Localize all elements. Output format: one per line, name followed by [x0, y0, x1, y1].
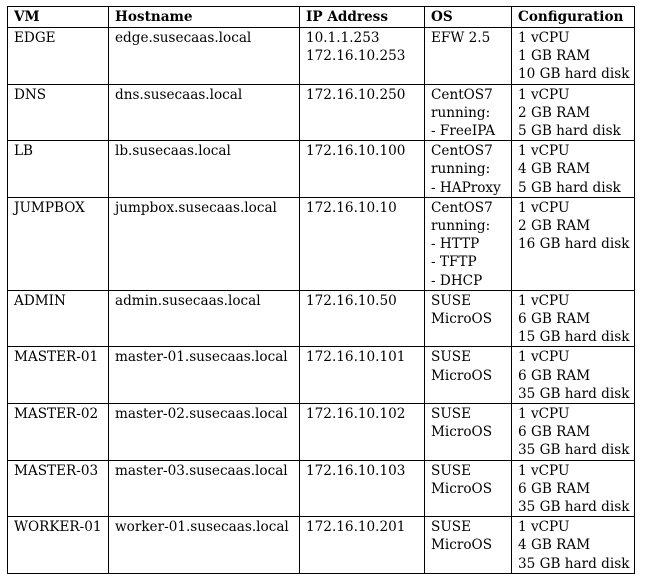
cell-configuration	[512, 347, 635, 404]
header-os: OS	[425, 7, 512, 28]
cell-vm: MASTER-02	[8, 404, 109, 461]
cell-configuration	[512, 404, 635, 461]
cell-ip-address	[300, 84, 425, 141]
ip-address-line: 172.16.10.10	[306, 199, 397, 216]
configuration-line: 1 vCPU	[518, 519, 570, 536]
cell-hostname: master-01.susecaas.local	[109, 347, 300, 404]
os-line: MicroOS	[431, 537, 493, 554]
configuration-line: 35 GB hard disk	[518, 499, 630, 516]
cell-os	[425, 84, 512, 141]
os-line: CentOS7	[431, 86, 493, 103]
configuration-line: 6 GB RAM	[518, 311, 591, 328]
table-body	[8, 28, 635, 574]
vm-configuration-table	[7, 6, 635, 574]
os-line: SUSE	[431, 519, 472, 536]
cell-ip-address	[300, 141, 425, 198]
configuration-line: 1 vCPU	[518, 349, 570, 366]
configuration-line: 5 GB hard disk	[518, 123, 621, 140]
os-line: - HAProxy	[431, 179, 501, 196]
cell-os	[425, 141, 512, 198]
cell-hostname: edge.susecaas.local	[109, 28, 300, 85]
cell-vm: WORKER-01	[8, 517, 109, 574]
os-line: SUSE	[431, 292, 472, 309]
configuration-line: 1 vCPU	[518, 143, 570, 160]
cell-vm: JUMPBOX	[8, 197, 109, 290]
cell-os	[425, 460, 512, 517]
os-line: MicroOS	[431, 424, 493, 441]
cell-os	[425, 517, 512, 574]
header-hostname: Hostname	[109, 7, 300, 28]
configuration-line: 6 GB RAM	[518, 424, 591, 441]
configuration-line: 35 GB hard disk	[518, 442, 630, 459]
cell-ip-address	[300, 197, 425, 290]
os-line: CentOS7	[431, 143, 493, 160]
cell-hostname: jumpbox.susecaas.local	[109, 197, 300, 290]
configuration-line: 35 GB hard disk	[518, 555, 630, 572]
configuration-line: 2 GB RAM	[518, 104, 591, 121]
table-header-row	[8, 7, 635, 28]
table-row	[8, 404, 635, 461]
cell-ip-address	[300, 404, 425, 461]
cell-ip-address	[300, 28, 425, 85]
cell-os	[425, 197, 512, 290]
cell-vm: MASTER-03	[8, 460, 109, 517]
cell-os	[425, 290, 512, 347]
os-line: SUSE	[431, 406, 472, 423]
configuration-line: 16 GB hard disk	[518, 236, 630, 253]
cell-configuration	[512, 141, 635, 198]
cell-ip-address	[300, 290, 425, 347]
table-row	[8, 197, 635, 290]
table-row	[8, 28, 635, 85]
ip-address-line: 172.16.10.250	[306, 86, 406, 103]
ip-address-line: 172.16.10.103	[306, 462, 406, 479]
configuration-line: 1 vCPU	[518, 199, 570, 216]
table-row	[8, 84, 635, 141]
table-row	[8, 290, 635, 347]
ip-address-line: 172.16.10.101	[306, 349, 406, 366]
cell-hostname: admin.susecaas.local	[109, 290, 300, 347]
ip-address-line: 172.16.10.201	[306, 519, 406, 536]
cell-hostname: dns.susecaas.local	[109, 84, 300, 141]
os-line: SUSE	[431, 349, 472, 366]
configuration-line: 6 GB RAM	[518, 480, 591, 497]
cell-hostname: master-03.susecaas.local	[109, 460, 300, 517]
cell-os	[425, 28, 512, 85]
configuration-line: 35 GB hard disk	[518, 385, 630, 402]
ip-address-line: 172.16.10.253	[306, 48, 406, 65]
cell-vm: MASTER-01	[8, 347, 109, 404]
configuration-line: 6 GB RAM	[518, 367, 591, 384]
ip-address-line: 10.1.1.253	[306, 30, 380, 46]
configuration-line: 10 GB hard disk	[518, 66, 630, 83]
table-row	[8, 517, 635, 574]
header-ip-address: IP Address	[300, 7, 425, 28]
configuration-line: 1 vCPU	[518, 30, 570, 46]
os-line: running:	[431, 218, 491, 235]
cell-vm: LB	[8, 141, 109, 198]
os-line: - FreeIPA	[431, 123, 496, 140]
cell-os	[425, 404, 512, 461]
configuration-line: 1 vCPU	[518, 86, 570, 103]
header-configuration: Configuration	[512, 7, 635, 28]
cell-hostname: worker-01.susecaas.local	[109, 517, 300, 574]
cell-configuration	[512, 460, 635, 517]
cell-os	[425, 347, 512, 404]
cell-vm: DNS	[8, 84, 109, 141]
os-line: SUSE	[431, 462, 472, 479]
os-line: MicroOS	[431, 480, 493, 497]
cell-hostname: lb.susecaas.local	[109, 141, 300, 198]
os-line: running:	[431, 161, 491, 178]
cell-configuration	[512, 290, 635, 347]
configuration-line: 15 GB hard disk	[518, 329, 630, 346]
configuration-line: 4 GB RAM	[518, 537, 591, 554]
configuration-line: 1 GB RAM	[518, 48, 591, 65]
cell-configuration	[512, 517, 635, 574]
cell-ip-address	[300, 517, 425, 574]
header-vm: VM	[8, 7, 109, 28]
cell-ip-address	[300, 460, 425, 517]
configuration-line: 1 vCPU	[518, 462, 570, 479]
configuration-line: 5 GB hard disk	[518, 179, 621, 196]
configuration-line: 4 GB RAM	[518, 161, 591, 178]
cell-vm: EDGE	[8, 28, 109, 85]
os-line: EFW 2.5	[431, 30, 491, 46]
configuration-line: 2 GB RAM	[518, 218, 591, 235]
cell-hostname: master-02.susecaas.local	[109, 404, 300, 461]
os-line: MicroOS	[431, 367, 493, 384]
os-line: - HTTP	[431, 236, 480, 253]
cell-configuration	[512, 84, 635, 141]
table-row	[8, 347, 635, 404]
cell-vm: ADMIN	[8, 290, 109, 347]
table-row	[8, 460, 635, 517]
table-row	[8, 141, 635, 198]
ip-address-line: 172.16.10.102	[306, 406, 406, 423]
cell-configuration	[512, 28, 635, 85]
os-line: - DHCP	[431, 272, 483, 289]
os-line: running:	[431, 104, 491, 121]
ip-address-line: 172.16.10.100	[306, 143, 406, 160]
os-line: CentOS7	[431, 199, 493, 216]
configuration-line: 1 vCPU	[518, 406, 570, 423]
os-line: - TFTP	[431, 254, 477, 271]
ip-address-line: 172.16.10.50	[306, 292, 397, 309]
cell-ip-address	[300, 347, 425, 404]
cell-configuration	[512, 197, 635, 290]
os-line: MicroOS	[431, 311, 493, 328]
configuration-line: 1 vCPU	[518, 292, 570, 309]
